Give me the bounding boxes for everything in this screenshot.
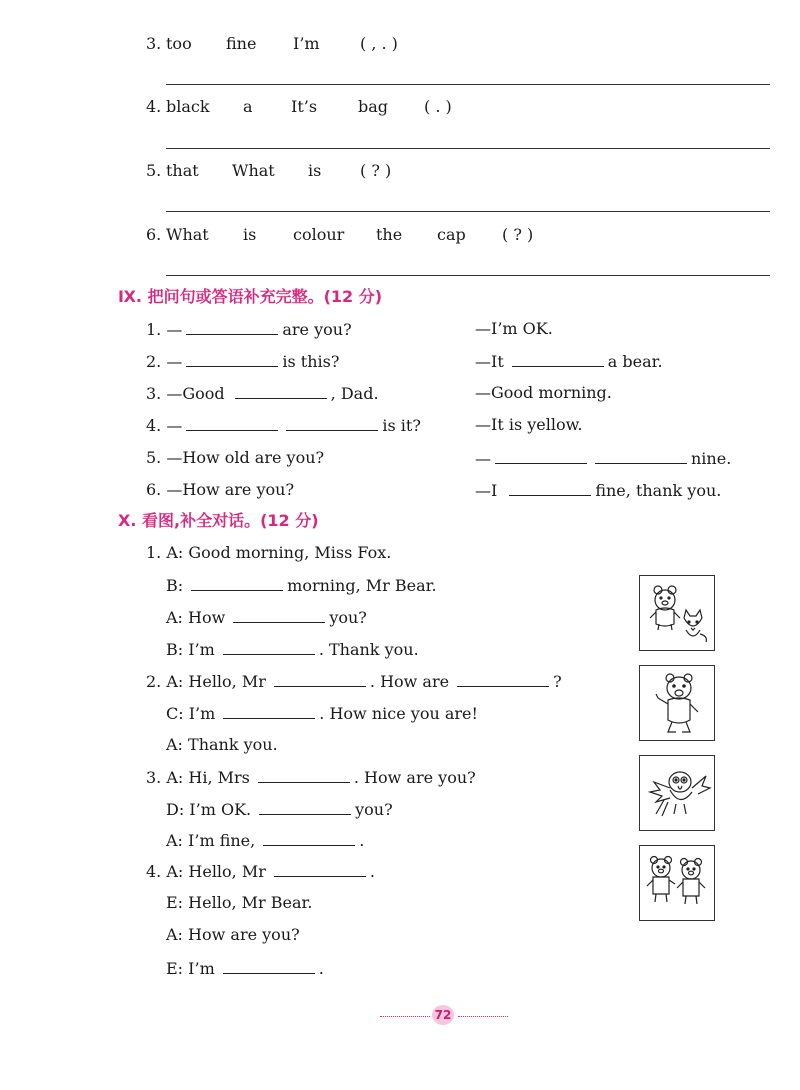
dialogue-text: D: I’m OK. [166, 800, 252, 819]
item-number: 3. [146, 768, 162, 787]
word: the [376, 225, 403, 244]
divider [380, 1016, 430, 1017]
answer-blank[interactable] [223, 703, 315, 719]
answer-blank[interactable] [191, 575, 283, 591]
bear-icon [639, 665, 715, 741]
prompt-text: — [166, 352, 183, 371]
question-1 [146, 319, 352, 340]
page-number: 72 [432, 1005, 454, 1025]
word: colour [293, 225, 345, 244]
dialogue-text: . [369, 862, 375, 881]
dialogue-text: . How are [369, 672, 450, 691]
answer-blank[interactable] [495, 448, 587, 464]
dialogue-2-line-2 [166, 703, 478, 724]
answer-blank[interactable] [509, 480, 591, 496]
question-5 [146, 448, 324, 468]
dialogue-text: A: Good morning, Miss Fox. [166, 543, 392, 562]
answer-blank[interactable] [186, 351, 278, 367]
answer-blank[interactable] [186, 319, 278, 335]
prompt-text: is this? [282, 352, 340, 371]
dialogue-3-line-2 [166, 799, 393, 820]
answer-3 [475, 383, 612, 403]
dialogue-3-line-3 [166, 830, 364, 851]
item-number: 1. [146, 320, 162, 339]
divider [458, 1016, 508, 1017]
dialogue-4-line-3 [166, 925, 300, 945]
dialogue-text: C: I’m [166, 704, 216, 723]
word: fine [226, 34, 257, 53]
punctuation-hint: ( . ) [424, 97, 452, 116]
word: What [232, 161, 275, 180]
question-6 [146, 480, 294, 500]
dialogue-text: A: How [166, 608, 226, 627]
word: cap [437, 225, 466, 244]
answer-6 [475, 480, 721, 501]
dialogue-text: A: I’m fine, [166, 831, 256, 850]
answer-blank[interactable] [274, 671, 366, 687]
answer-blank[interactable] [286, 415, 378, 431]
answer-text: —I [475, 481, 498, 500]
prompt-text: —How are you? [166, 480, 295, 499]
dialogue-1-line-4 [166, 639, 419, 660]
bear-and-fox-icon [639, 575, 715, 651]
item-number: 1. [146, 543, 162, 562]
dialogue-text: E: I’m [166, 959, 215, 978]
dialogue-text: B: I’m [166, 640, 215, 659]
word: bag [358, 97, 389, 116]
answer-blank[interactable] [223, 639, 315, 655]
answer-blank[interactable] [457, 671, 549, 687]
question-4 [146, 415, 421, 436]
answer-line [166, 84, 770, 85]
answer-text: a bear. [607, 352, 663, 371]
answer-1 [475, 319, 553, 339]
answer-blank[interactable] [233, 607, 325, 623]
answer-text: —It [475, 352, 504, 371]
item-number: 4. [146, 416, 162, 435]
prompt-text: are you? [282, 320, 352, 339]
answer-5 [475, 448, 731, 469]
dialogue-4-line-2 [166, 893, 312, 913]
word: a [243, 97, 253, 116]
dialogue-text: . [318, 959, 324, 978]
parrot-icon [639, 755, 715, 831]
word: too [166, 34, 192, 53]
answer-blank[interactable] [595, 448, 687, 464]
item-number: 6. [146, 480, 162, 499]
dialogue-2-line-3 [166, 735, 278, 755]
answer-blank[interactable] [274, 861, 366, 877]
answer-text: —It is yellow. [475, 415, 583, 434]
prompt-text: — [166, 320, 183, 339]
item-number: 4. [146, 862, 162, 881]
answer-blank[interactable] [259, 799, 351, 815]
word: I’m [293, 34, 320, 53]
answer-blank[interactable] [263, 830, 355, 846]
item-number: 3. [146, 384, 162, 403]
punctuation-hint: ( , . ) [360, 34, 398, 53]
prompt-text: is it? [382, 416, 421, 435]
item-number: 5. [146, 161, 162, 180]
dialogue-text: you? [355, 800, 393, 819]
answer-blank[interactable] [258, 767, 350, 783]
dialogue-text: . How are you? [353, 768, 476, 787]
answer-line [166, 275, 770, 276]
dialogue-text: A: Hello, Mr [166, 672, 266, 691]
dialogue-4-line-1 [146, 861, 375, 882]
dialogue-text: A: Hello, Mr [166, 862, 266, 881]
prompt-text: — [166, 416, 183, 435]
word: is [243, 225, 257, 244]
dialogue-3-line-1 [146, 767, 476, 788]
dialogue-1-line-2 [166, 575, 437, 596]
question-3 [146, 383, 379, 404]
answer-blank[interactable] [235, 383, 327, 399]
dialogue-text: B: [166, 576, 184, 595]
word: What [166, 225, 209, 244]
section-10-heading: Ⅹ. 看图,补全对话。(12 分) [118, 511, 319, 530]
dialogue-text: . How nice you are! [319, 704, 478, 723]
dialogue-text: A: How are you? [166, 925, 300, 944]
dialogue-text: . Thank you. [318, 640, 419, 659]
answer-text: —I’m OK. [475, 319, 553, 338]
answer-text: fine, thank you. [595, 481, 722, 500]
answer-blank[interactable] [223, 958, 315, 974]
two-bears-icon [639, 845, 715, 921]
answer-2 [475, 351, 663, 372]
dialogue-text: . [359, 831, 365, 850]
answer-4 [475, 415, 583, 435]
punctuation-hint: ( ? ) [502, 225, 534, 244]
item-number: 5. [146, 448, 162, 467]
dialogue-text: ? [553, 672, 562, 691]
dialogue-1-line-3 [166, 607, 367, 628]
page-number-footer [380, 1005, 510, 1027]
dialogue-4-line-4 [166, 958, 324, 979]
answer-blank[interactable] [512, 351, 604, 367]
dialogue-text: A: Thank you. [166, 735, 278, 754]
answer-line [166, 148, 770, 149]
dialogue-text: you? [329, 608, 367, 627]
item-number: 2. [146, 672, 162, 691]
word: black [166, 97, 210, 116]
answer-text: — [475, 449, 491, 468]
dialogue-2-line-1 [146, 671, 562, 692]
item-number: 3. [146, 34, 162, 53]
section-9-heading: Ⅸ. 把问句或答语补充完整。(12 分) [118, 287, 383, 306]
punctuation-hint: ( ? ) [360, 161, 392, 180]
item-number: 6. [146, 225, 162, 244]
dialogue-1-line-1 [146, 543, 391, 563]
word: that [166, 161, 199, 180]
question-2 [146, 351, 339, 372]
dialogue-text: E: Hello, Mr Bear. [166, 893, 313, 912]
item-number: 2. [146, 352, 162, 371]
dialogue-text: A: Hi, Mrs [166, 768, 250, 787]
word: is [308, 161, 322, 180]
dialogue-text: morning, Mr Bear. [287, 576, 437, 595]
item-number: 4. [146, 97, 162, 116]
answer-text: —Good morning. [475, 383, 612, 402]
prompt-text: , Dad. [330, 384, 379, 403]
prompt-text: —Good [166, 384, 225, 403]
prompt-text: —How old are you? [166, 448, 325, 467]
answer-blank[interactable] [186, 415, 278, 431]
word: It’s [291, 97, 318, 116]
answer-line [166, 211, 770, 212]
answer-text: nine. [691, 449, 732, 468]
